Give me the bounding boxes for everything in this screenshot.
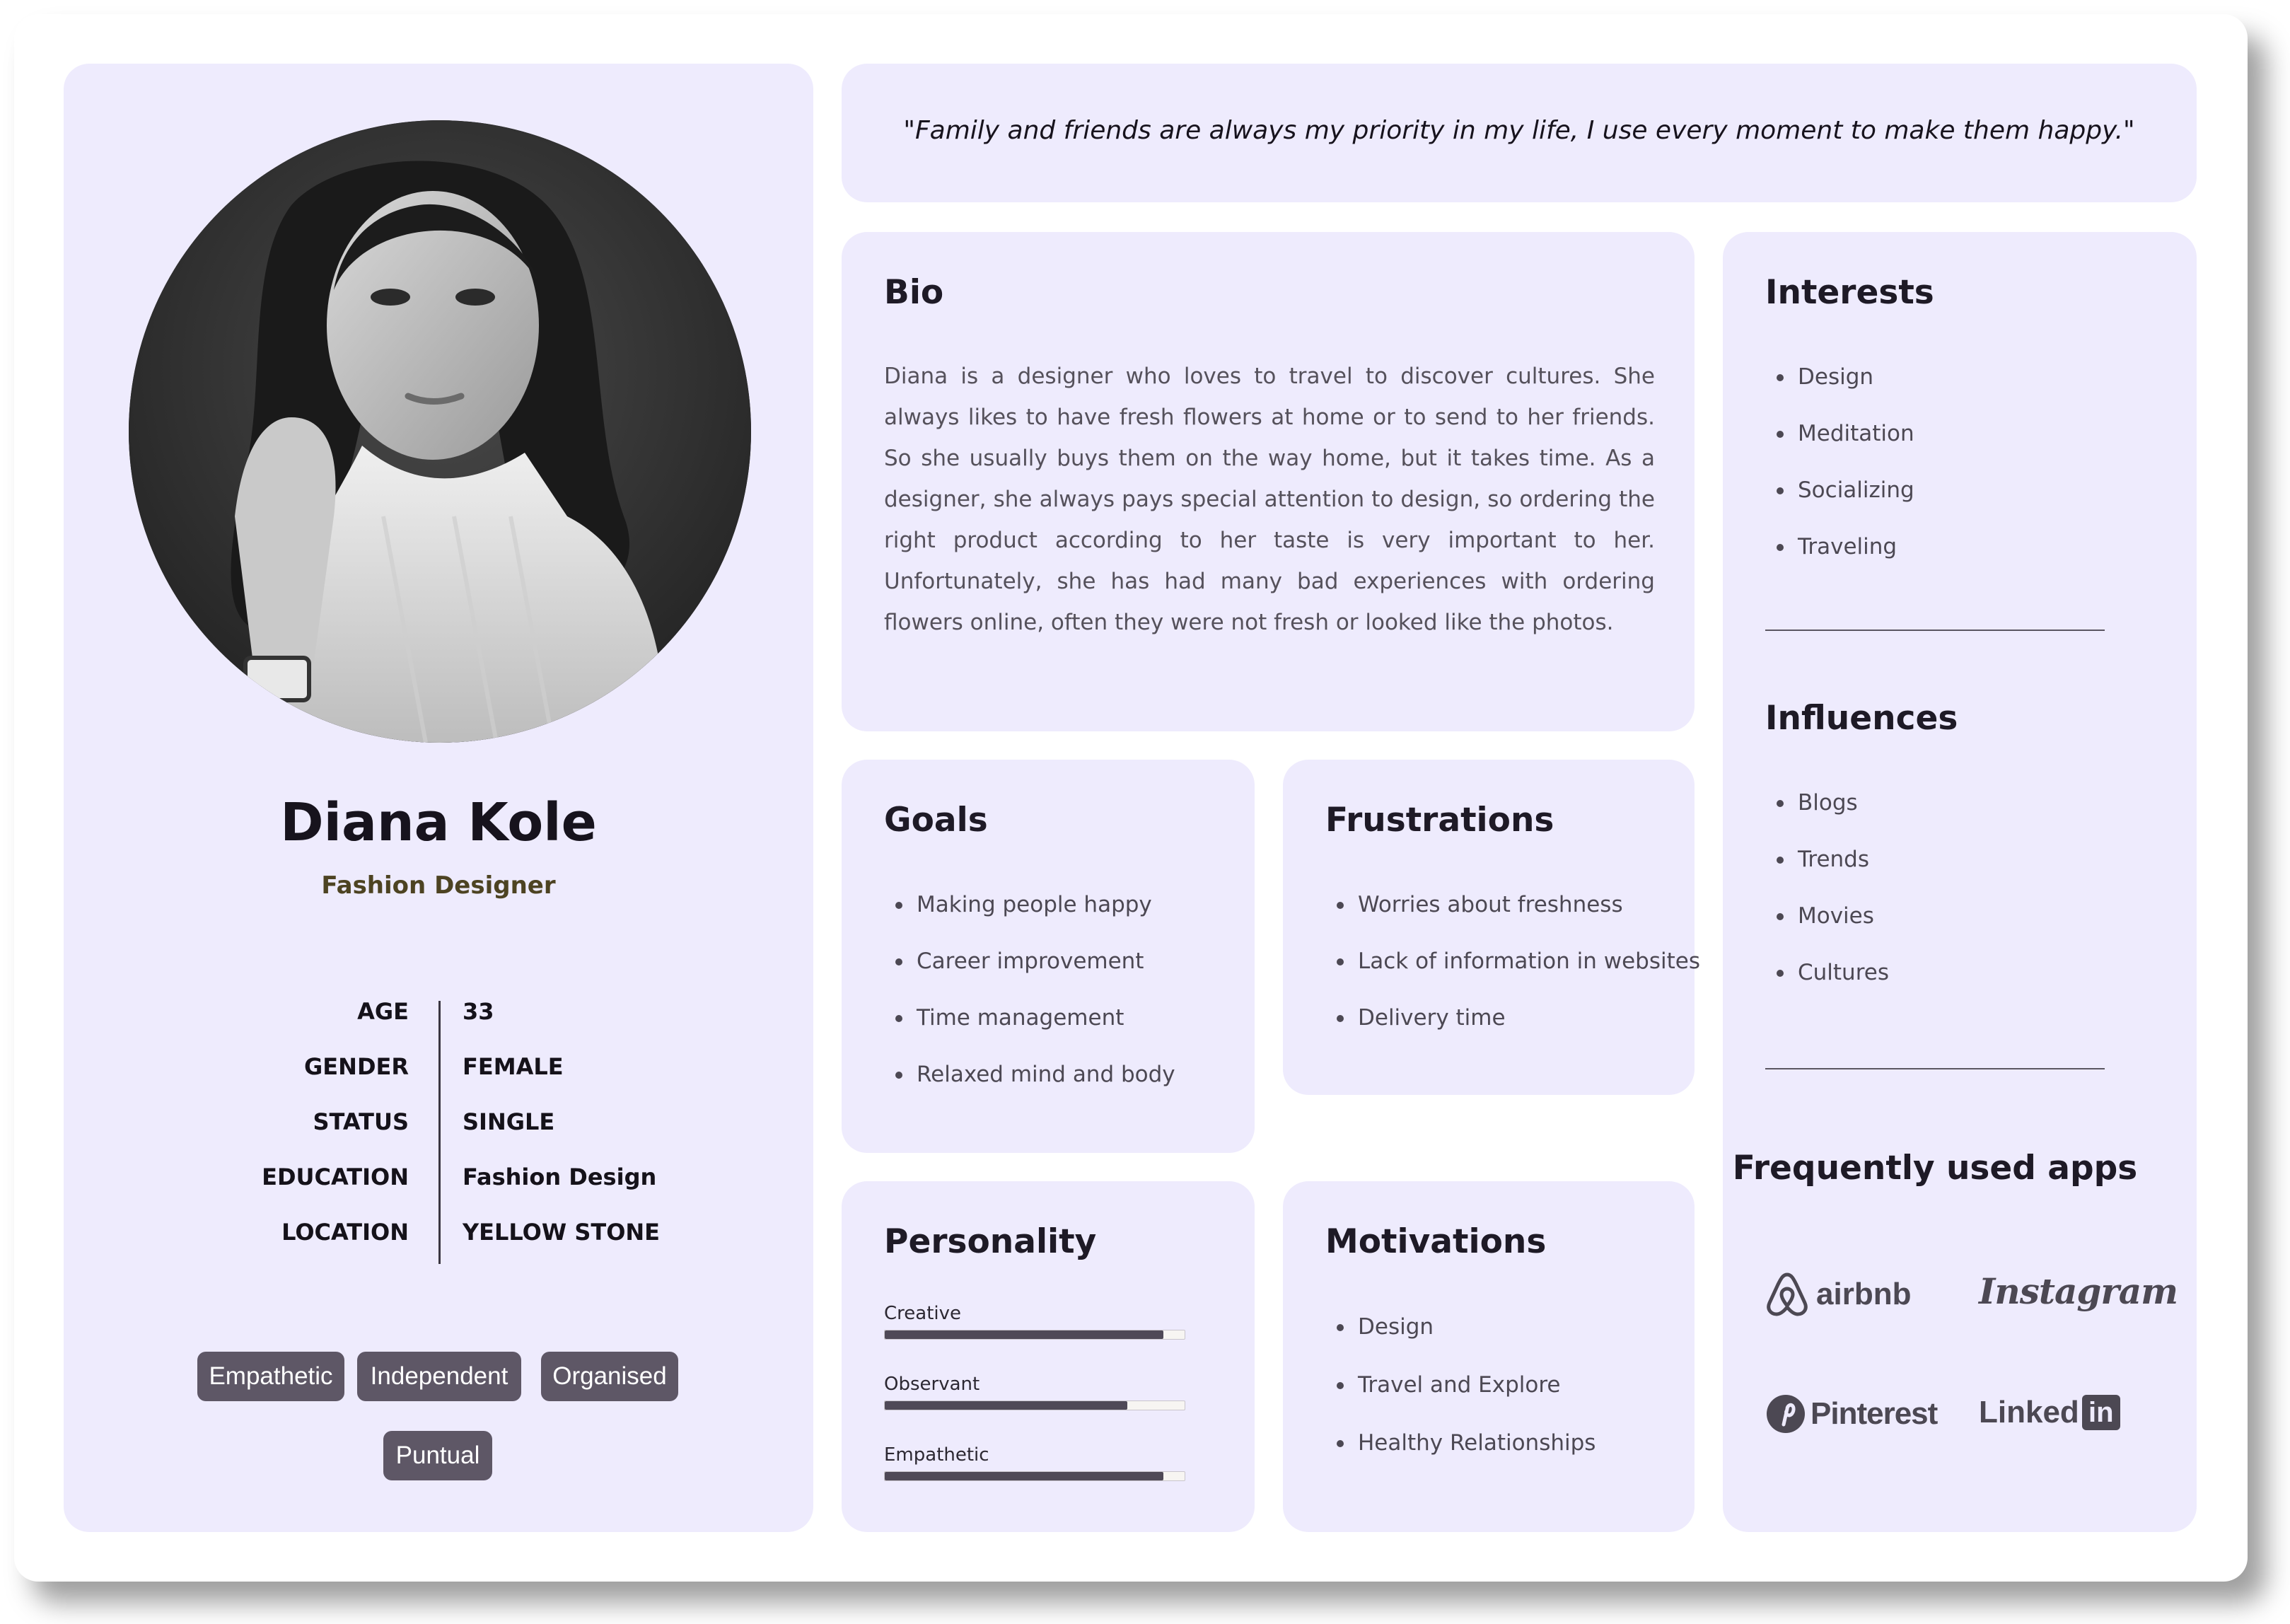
personality-title: Personality — [884, 1222, 1097, 1261]
goals-title: Goals — [884, 801, 988, 840]
goals-list — [894, 891, 1175, 1117]
influence-item: Cultures — [1775, 958, 1889, 1015]
quote-card — [842, 64, 2197, 202]
interest-item: Design — [1775, 363, 1914, 419]
trait-bar-fill — [885, 1401, 1127, 1410]
influence-item: Movies — [1775, 902, 1889, 958]
app-pinterest — [1765, 1393, 1937, 1434]
demographic-label: AGE — [357, 998, 409, 1025]
goal-item: Making people happy — [894, 891, 1175, 947]
trait-tag: Puntual — [383, 1431, 492, 1480]
frustrations-title: Frustrations — [1325, 801, 1554, 840]
motivations-card — [1283, 1181, 1695, 1532]
trait-bar-empathetic — [884, 1471, 1185, 1481]
app-name: Pinterest — [1811, 1396, 1938, 1431]
app-name: Linked — [1979, 1395, 2079, 1429]
interest-item: Meditation — [1775, 419, 1914, 476]
demographic-value: 33 — [463, 998, 494, 1025]
trait-bar-observant — [884, 1400, 1185, 1410]
demographic-row — [64, 1052, 813, 1108]
persona-role: Fashion Designer — [321, 871, 556, 900]
demographic-row — [64, 997, 813, 1052]
demographic-label: EDUCATION — [262, 1164, 409, 1190]
apps-title: Frequently used apps — [1732, 1149, 2138, 1188]
pinterest-icon — [1765, 1393, 1806, 1434]
demographic-value: YELLOW STONE — [463, 1219, 661, 1246]
motivation-item: Healthy Relationships — [1335, 1429, 1596, 1487]
trait-tag: Empathetic — [197, 1352, 344, 1401]
section-divider — [1765, 1068, 2105, 1069]
linkedin-icon: in — [2082, 1395, 2120, 1430]
frustrations-list — [1335, 891, 1700, 1060]
demographic-row — [64, 1218, 813, 1273]
interests-list — [1775, 363, 1914, 589]
frustration-item: Lack of information in websites — [1335, 947, 1700, 1004]
bio-card — [842, 232, 1695, 731]
persona-name: Diana Kole — [280, 792, 597, 853]
trait-label: Creative — [884, 1303, 962, 1324]
persona-quote: "Family and friends are always my priority in my life, I use every moment to make them happy." — [903, 116, 2135, 145]
app-instagram — [1979, 1270, 2178, 1312]
frustration-item: Worries about freshness — [1335, 891, 1700, 947]
bio-text: Diana is a designer who loves to travel to discover cultures. She always likes to have fresh flowers at home or to send to her friends. So she usually buys them on the way home, but it takes time. As a designer, she always pays special attention to design, so ordering the right product according to her taste is very important to her. Unfortunately, she has had many bad experiences with ordering flowers online, often they were not fresh or looked like the photos. — [884, 364, 1655, 635]
profile-photo — [129, 120, 751, 743]
demographic-label: LOCATION — [281, 1219, 409, 1246]
frustration-item: Delivery time — [1335, 1004, 1700, 1060]
trait-tag: Organised — [541, 1352, 678, 1401]
section-divider — [1765, 630, 2105, 631]
demographic-value: FEMALE — [463, 1053, 564, 1080]
goal-item: Relaxed mind and body — [894, 1060, 1175, 1117]
instagram-logo: Instagram — [1979, 1270, 2178, 1312]
interests-card — [1723, 232, 2197, 1532]
trait-label: Observant — [884, 1374, 980, 1395]
goal-item: Career improvement — [894, 947, 1175, 1004]
demographic-value: SINGLE — [463, 1108, 555, 1135]
trait-bar-fill — [885, 1472, 1163, 1480]
motivations-title: Motivations — [1325, 1222, 1547, 1261]
demographic-row — [64, 1163, 813, 1218]
airbnb-icon — [1765, 1272, 1809, 1317]
interest-item: Socializing — [1775, 476, 1914, 533]
app-linkedin — [1979, 1395, 2120, 1430]
interests-title: Interests — [1765, 273, 1934, 312]
demographic-row — [64, 1108, 813, 1163]
demographic-label: GENDER — [304, 1053, 409, 1080]
personality-card — [842, 1181, 1255, 1532]
trait-bar-creative — [884, 1330, 1185, 1340]
motivation-item: Travel and Explore — [1335, 1371, 1596, 1429]
goal-item: Time management — [894, 1004, 1175, 1060]
app-airbnb — [1765, 1272, 1911, 1317]
profile-card — [64, 64, 813, 1532]
frustrations-card — [1283, 760, 1700, 1095]
app-name: airbnb — [1816, 1277, 1912, 1311]
motivations-list — [1335, 1313, 1596, 1487]
interest-item: Traveling — [1775, 533, 1914, 589]
influences-title: Influences — [1765, 699, 1958, 738]
goals-card — [842, 760, 1255, 1153]
influences-list — [1775, 789, 1889, 1015]
influence-item: Blogs — [1775, 789, 1889, 845]
portrait-image — [129, 120, 751, 743]
demographic-value: Fashion Design — [463, 1164, 657, 1190]
bio-title: Bio — [884, 273, 944, 312]
influence-item: Trends — [1775, 845, 1889, 902]
demographic-label: STATUS — [313, 1108, 409, 1135]
motivation-item: Design — [1335, 1313, 1596, 1371]
trait-tag: Independent — [357, 1352, 521, 1401]
trait-label: Empathetic — [884, 1444, 989, 1466]
trait-bar-fill — [885, 1330, 1163, 1339]
